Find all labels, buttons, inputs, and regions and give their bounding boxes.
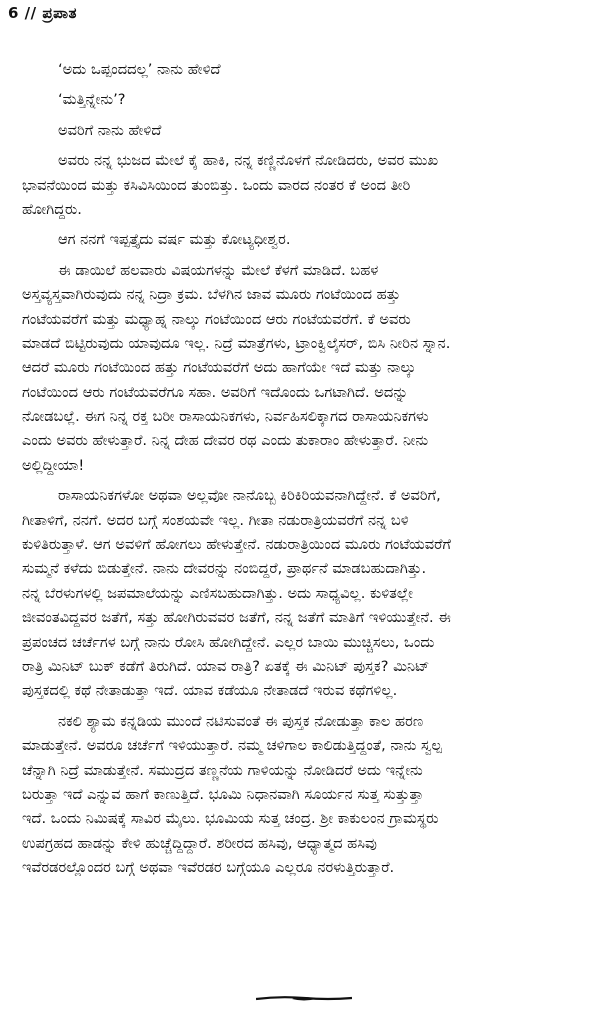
text-line: ಈ ಡಾಯಿಲೆ ಹಲವಾರು ವಿಷಯಗಳನ್ನು ಮೇಲೆ ಕೆಳಗೆ ಮಾಡಿದೆ. ಬಹಳ [58,261,379,279]
text-line: ರಾಸಾಯನಿಕಗಳೋ ಅಥವಾ ಅಲ್ಲವೋ ನಾನೊಬ್ಬ ಕಿರಿಕಿರಿಯವನಾಗಿದ್ದೇನೆ. ಕೆ ಅವರಿಗೆ, [58,487,441,505]
running-head [8,4,77,22]
paragraph [22,259,590,479]
text-line: ಅವರಿಗೆ ನಾನು ಹೇಳಿದೆ [58,121,162,139]
text-line: ಜೀವಂತವಿದ್ದವರ ಜತೆಗೆ, ಸತ್ತು ಹೋಗಿರುವವರ ಜತೆಗೆ, ನನ್ನ ಜತೆಗೆ ಮಾತಿಗೆ ಇಳಿಯುತ್ತೇನೆ. ಈ [22,609,451,627]
section-end-ornament [256,995,352,1003]
text-line: ಆದರೆ ಮೂರು ಗಂಟೆಯಿಂದ ಹತ್ತು ಗಂಟೆಯವರೆಗೆ ಅದು ಹಾಗೆಯೇ ಇದೆ ಮತ್ತು ನಾಲ್ಕು [22,359,416,377]
text-line: ರಾತ್ರಿ ಮಿನಿಟ್ ಬುಕ್ ಕಡೆಗೆ ತಿರುಗಿದೆ. ಯಾವ ರಾತ್ರಿ? ಏತಕ್ಕೆ ಈ ಮಿನಿಟ್ ಪುಸ್ತಕ? ಮಿನಿಟ್ [22,657,430,675]
text-line: ‘ಮತ್ತಿನ್ನೇನು’? [58,91,126,109]
text-line: ‘ಅದು ಒಪ್ಪಂದದಲ್ಲ’ ನಾನು ಹೇಳಿದೆ [58,61,221,78]
text-line: ಭಾವನೆಯಿಂದ ಮತ್ತು ಕಸಿವಿಸಿಯಿಂದ ತುಂಬಿತ್ತು. ಒಂದು ವಾರದ ನಂತರ ಕೆ ಅಂದ ತೀರಿ [22,176,411,194]
text-line: ಕುಳಿತಿರುತ್ತಾಳೆ. ಆಗ ಅವಳಿಗೆ ಹೋಗಲು ಹೇಳುತ್ತೇನೆ. ನಡುರಾತ್ರಿಯಿಂದ ಮೂರು ಗಂಟೆಯವರೆಗೆ [22,536,451,554]
text-line: ಮಾಡುತ್ತೇನೆ. ಅವರೂ ಚರ್ಚೆಗೆ ಇಳಿಯುತ್ತಾರೆ. ನಮ್ಮ ಚಳಿಗಾಲ ಕಾಲಿಡುತ್ತಿದ್ದಂತೆ, ನಾನು ಸ್ವಲ್ಪ [22,737,443,755]
paragraph [22,119,590,143]
paragraph [22,149,590,222]
text-line: ಇವೆರಡರಲ್ಲೊಂದರ ಬಗ್ಗೆ ಅಥವಾ ಇವೆರಡರ ಬಗ್ಗೆಯೂ ಎಲ್ಲರೂ ನರಳುತ್ತಿರುತ್ತಾರೆ. [22,859,395,877]
body-text [22,58,590,881]
paragraph [22,58,590,82]
text-line: ಪುಸ್ತಕದಲ್ಲಿ ಕಥೆ ನೇತಾಡುತ್ತಾ ಇದೆ. ಯಾವ ಕಡೆಯೂ ನೇತಾಡದೆ ಇರುವ ಕಥೆಗಳಿಲ್ಲ. [22,682,398,700]
text-line: ನನ್ನ ಬೆರಳುಗಳಲ್ಲಿ ಜಪಮಾಲೆಯನ್ನು ಎಣಿಸಬಹುದಾಗಿತ್ತು. ಅದು ಸಾಧ್ಯವಿಲ್ಲ. ಕುಳಿತಲ್ಲೇ [22,584,413,602]
header-separator: // [24,4,37,22]
paragraph [22,710,590,881]
text-line: ಪ್ರಪಂಚದ ಚರ್ಚೆಗಳ ಬಗ್ಗೆ ನಾನು ರೋಸಿ ಹೋಗಿದ್ದೇನೆ. ಎಲ್ಲರ ಬಾಯಿ ಮುಚ್ಚಿಸಲು, ಒಂದು [22,633,435,651]
text-line: ಬರುತ್ತಾ ಇದೆ ಎನ್ನುವ ಹಾಗೆ ಕಾಣುತ್ತಿದೆ. ಭೂಮಿ ನಿಧಾನವಾಗಿ ಸೂರ್ಯನ ಸುತ್ತ ಸುತ್ತುತ್ತಾ [22,785,424,803]
text-line: ನಕಲಿ ಶ್ಯಾಮ ಕನ್ನಡಿಯ ಮುಂದೆ ನಟಿಸುವಂತೆ ಈ ಪುಸ್ತಕ ನೋಡುತ್ತಾ ಕಾಲ ಹರಣ [58,712,424,730]
text-line: ಅಸ್ತವ್ಯಸ್ತವಾಗಿರುವುದು ನನ್ನ ನಿದ್ರಾ ಕ್ರಮ. ಬೆಳಗಿನ ಜಾವ ಮೂರು ಗಂಟೆಯಿಂದ ಹತ್ತು [22,286,401,304]
text-line: ಗಂಟೆಯಿಂದ ಆರು ಗಂಟೆಯವರೆಗೂ ಸಹಾ. ಅವರಿಗೆ ಇದೊಂದು ಒಗಟಾಗಿದೆ. ಅದನ್ನು [22,383,409,401]
text-line: ನೋಡಬಲ್ಲೆ. ಈಗ ನಿನ್ನ ರಕ್ತ ಬರೀ ರಾಸಾಯನಿಕಗಳು, ನಿರ್ವಹಿಸಲಿಕ್ಕಾಗದ ರಾಸಾಯನಿಕಗಳು [22,408,429,426]
text-line: ಚೆನ್ನಾಗಿ ನಿದ್ರೆ ಮಾಡುತ್ತೇನೆ. ಸಮುದ್ರದ ತಣ್ಣನೆಯ ಗಾಳಿಯನ್ನು ನೋಡಿದರೆ ಅದು ಇನ್ನೇನು [22,761,423,779]
paragraph [22,484,590,704]
text-line: ಮಾಡದೆ ಬಿಟ್ಟಿರುವುದು ಯಾವುದೂ ಇಲ್ಲ. ನಿದ್ರೆ ಮಾತ್ರೆಗಳು, ಟ್ರಾಂಕ್ವಿಲೈಸರ್, ಬಿಸಿ ನೀರಿನ ಸ್ನಾನ. [22,334,451,352]
text-line: ಆಗ ನನಗೆ ಇಪ್ಪತ್ತೈದು ವರ್ಷ ಮತ್ತು ಕೋಟ್ಯಧೀಶ್ವರ. [58,231,291,249]
text-line: ಅವರು ನನ್ನ ಭುಜದ ಮೇಲೆ ಕೈ ಹಾಕಿ, ನನ್ನ ಕಣ್ಣಿನೊಳಗೆ ನೋಡಿದರು, ಅವರ ಮುಖ [58,152,439,170]
text-line: ಗಂಟೆಯವರೆಗೆ ಮತ್ತು ಮಧ್ಯಾಹ್ನ ನಾಲ್ಕು ಗಂಟೆಯಿಂದ ಆರು ಗಂಟೆಯವರೆಗೆ. ಕೆ ಅವರು [22,310,411,328]
paragraph [22,228,590,252]
running-title: ಪ್ರಪಾತ [42,4,78,22]
text-line: ಹೋಗಿದ್ದರು. [22,200,82,218]
text-line: ಇದೆ. ಒಂದು ನಿಮಿಷಕ್ಕೆ ಸಾವಿರ ಮೈಲು. ಭೂಮಿಯ ಸುತ್ತ ಚಂದ್ರ. ಶ್ರೀ ಕಾಕುಲಂನ ಗ್ರಾಮಸ್ಥರು [22,810,439,828]
text-line: ಉಪಗ್ರಹದ ಹಾಡನ್ನು ಕೇಳಿ ಹುಚ್ಚೆದ್ದಿದ್ದಾರೆ. ಶರೀರದ ಹಸಿವು, ಆಧ್ಯಾತ್ಮದ ಹಸಿವು [22,834,377,852]
text-line: ಎಂದು ಅವರು ಹೇಳುತ್ತಾರೆ. ನಿನ್ನ ದೇಹ ದೇವರ ರಥ ಎಂದು ತುಕಾರಾಂ ಹೇಳುತ್ತಾರೆ. ನೀನು [22,432,429,450]
page-number: 6 [8,4,19,22]
text-line: ಗೀತಾಳಿಗೆ, ನನಗೆ. ಅದರ ಬಗ್ಗೆ ಸಂಶಯವೇ ಇಲ್ಲ. ಗೀತಾ ನಡುರಾತ್ರಿಯವರೆಗೆ ನನ್ನ ಬಳಿ [22,511,409,529]
paragraph [22,88,590,112]
text-line: ಸುಮ್ಮನೆ ಕಳೆದು ಬಿಡುತ್ತೇನೆ. ನಾನು ದೇವರನ್ನು ನಂಬಿದ್ದರೆ, ಪ್ರಾರ್ಥನೆ ಮಾಡಬಹುದಾಗಿತ್ತು. [22,560,427,578]
text-line: ಅಲ್ಲಿದ್ದೀಯಾ! [22,456,85,474]
